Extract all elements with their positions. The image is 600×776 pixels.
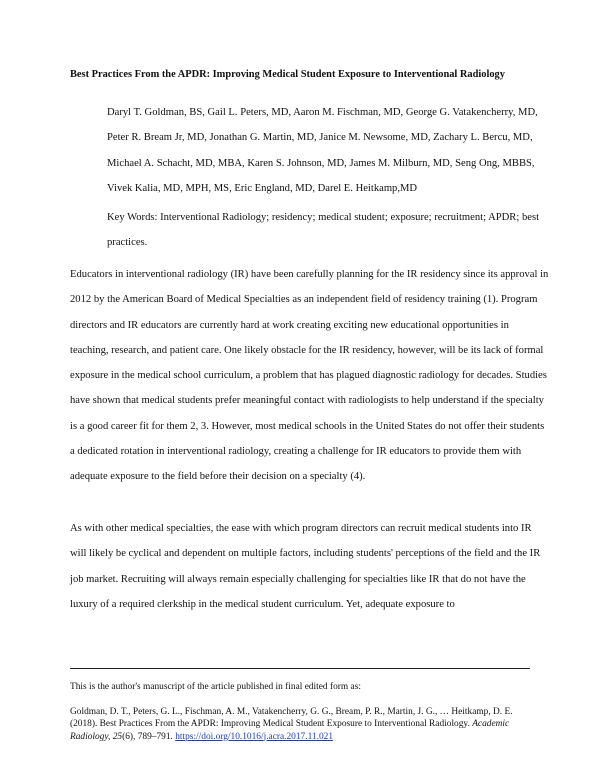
author-list: Daryl T. Goldman, BS, Gail L. Peters, MD, Aaron M. Fischman, MD, George G. Vatakencherry, MD, Peter R. Bream Jr, MD, Jonathan G. Martin, MD, Janice M. Newsome, MD, Zachary L. Bercu, MD, Michael A. Schacht, MD, MBA, Karen S. Johnson, MD, James M. Milburn, MD, Seng Ong, MBBS, Vivek Kalia, MD, MPH, MS, Eric England, MD, Darel E. Heitkamp,MD xyxy=(107,107,538,194)
issue-pages: (6), 789–791. xyxy=(122,731,173,742)
footnote-divider xyxy=(70,668,530,669)
body-paragraph-1: Educators in interventional radiology (IR) have been carefully planning for the IR residency since its approval in 2012 by the American Board of Medical Specialties as an independent field of residency training (1). Program directors and IR educators are currently hard at work creating exciting new educational opportunities in teaching, research, and patient care. One likely obstacle for the IR residency, however, will be its lack of formal exposure in the medical school curriculum, a problem that has plagued diagnostic radiology for decades. Studies have shown that medical students prefer meaningful contact with radiologists to help understand if the specialty is a good career fit for them 2, 3. However, most medical schools in the United States do not offer their students a dedicated rotation in interventional radiology, creating a challenge for IR educators to provide them with adequate exposure to the field before their decision on a specialty (4). xyxy=(70,269,549,483)
citation-text: Goldman, D. T., Peters, G. L., Fischman, A. M., Vatakencherry, G. G., Bream, P. R., Martin, J. G., … Heitkamp, D. E. (2018). Best Practices From the APDR: Improving Medical Student Exposure to Interventional Radiology. xyxy=(70,706,513,729)
footer xyxy=(70,681,540,743)
doi-link[interactable]: https://doi.org/10.1016/j.acra.2017.11.021 xyxy=(175,731,334,742)
journal-name: Academic Radiology, 25 xyxy=(70,719,510,742)
article-title: Best Practices From the APDR: Improving Medical Student Exposure to Interventional Radiology xyxy=(70,69,505,80)
citation xyxy=(70,706,540,744)
body-paragraph-2: As with other medical specialties, the ease with which program directors can recruit medical students into IR will likely be cyclical and dependent on multiple factors, including students' perceptions of the field and the IR job market. Recruiting will always remain especially challenging for specialties like IR that do not have the luxury of a required clerkship in the medical student curriculum. Yet, adequate exposure to xyxy=(70,523,541,610)
keywords: Key Words: Interventional Radiology; residency; medical student; exposure; recruitment; APDR; best practices. xyxy=(107,212,540,249)
manuscript-note: This is the author's manuscript of the article published in final edited form as: xyxy=(70,682,361,692)
